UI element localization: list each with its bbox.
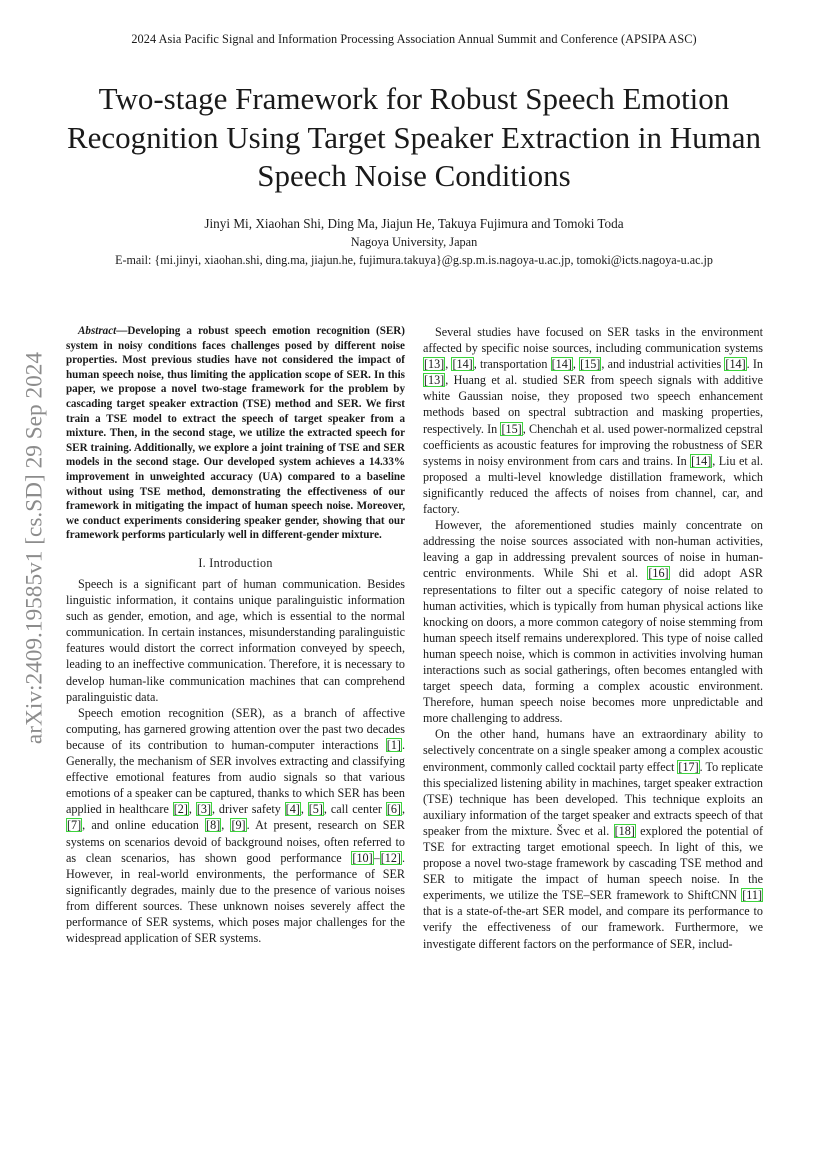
citation-link[interactable]: [14] [725, 357, 746, 372]
paragraph-text: Speech emotion recognition (SER), as a branch of affective computing, has garnered growing attention over the past two decades because of its contribution to human-computer interactions [66, 705, 405, 752]
paragraph-text: , [401, 802, 406, 817]
citation-link[interactable]: [8] [206, 818, 221, 833]
citation-link[interactable]: [14] [551, 357, 572, 372]
right-body [423, 324, 763, 952]
paragraph-text: , transportation [473, 357, 551, 372]
citation-link[interactable]: [15] [580, 357, 601, 372]
paragraph-text: . However, in real-world environments, the performance of SER significantly degrades, mainly due to the presence of various noises from different sources. These unknown noises severely affect the performance of SER systems, which poses major challenges for the widespread application of SER systems. [66, 850, 405, 946]
citation-link[interactable]: [5] [308, 802, 323, 817]
citation-link[interactable]: [13] [424, 357, 445, 372]
citation-link[interactable]: [12] [380, 850, 401, 865]
email-line: E-mail: {mi.jinyi, xiaohan.shi, ding.ma, jiajun.he, fujimura.takuya}@g.sp.m.is.nagoya-u.ac.jp, tomoki@icts.nagoya-u.ac.jp [115, 253, 713, 267]
arxiv-identifier: arXiv:2409.19585v1 [cs.SD] 29 Sep 2024 [21, 351, 48, 745]
abstract-text: —Developing a robust speech emotion recognition (SER) system in noisy conditions faces challenges posed by different noise properties. Most previous studies have not considered the impact of human speech noise, thus limiting the application scope of SER. In this paper, we propose a novel two-stage framework for the problem by cascading target speaker extraction (TSE) method and SER. We first train a TSE model to extract the speech of target speaker from a mixture. Then, in the second stage, we utilize the extracted speech for SER training. Additionally, we explore a joint training of TSE and SER models in the second stage. Our developed system achieves a 14.33% improvement in unweighted accuracy (UA) compared to a baseline without using TSE method, demonstrating the effectiveness of our framework in mitigating the impact of human speech noise. Moreover, we conduct experiments considering speaker gender, showing that our framework performs particularly well in different-gender mixture. [66, 325, 405, 542]
paragraph-text: On the other hand, humans have an extraordinary ability to selectively concentrate on a single speaker among a complex acoustic environment, commonly called cocktail party effect [423, 727, 763, 774]
citation-link[interactable]: [3] [196, 802, 211, 817]
section-heading-introduction: I. Introduction [198, 555, 273, 570]
paragraph-text: . At present, research on SER systems on scenarios devoid of background noises, often referred to as clean scenarios, has shown good performance [66, 818, 405, 865]
paragraph-text: explored the potential of TSE for extracting target emotional speech. In light of this, we propose a novel two-stage framework by cascading TSE method and SER to mitigate the impact of human speech noise. In the experiments, we utilize the TSE–SER framework to ShiftCNN [423, 823, 763, 903]
left-body [66, 576, 405, 946]
citation-link[interactable]: [13] [424, 373, 445, 388]
body-paragraph [423, 517, 763, 726]
paragraph-text: , call center [323, 802, 386, 817]
citation-link[interactable]: [6] [386, 802, 401, 817]
paragraph-text: . In [746, 357, 763, 372]
paper-title: Two-stage Framework for Robust Speech Emotion Recognition Using Target Speaker Extraction in Human Speech Noise Conditions [66, 81, 762, 193]
body-paragraph [66, 576, 405, 705]
arxiv-stamp [22, 240, 48, 856]
citation-link[interactable]: [9] [231, 818, 246, 833]
paragraph-text: that is a state-of-the-art SER model, and compare its performance to verify the effectiveness of our framework. Furthermore, we investigate different factors on the performance of SER, includ- [423, 904, 763, 951]
paragraph-text: Speech is a significant part of human communication. Besides linguistic information, it contains unique paralinguistic information such as gender, emotion, and age, which is essential to the normal communication. In certain instances, misunderstanding paralinguistic features would distort the correct information conveyed by speech, leading to an ineffective communication. Therefore, it is necessary to develop human-like communication machines that can comprehend paralinguistic data. [66, 577, 405, 704]
body-paragraph [423, 324, 763, 517]
abstract-label: Abstract [78, 325, 117, 337]
citation-link[interactable]: [4] [285, 802, 300, 817]
citation-link[interactable]: [2] [173, 802, 188, 817]
paragraph-text: – [373, 850, 380, 865]
paragraph-text: did adopt ASR representations to filter out a specific category of noise related to human activities, which is typically from human physical actions like knocking on doors, a more common category of noise stemming from human speech itself remains underexplored. This type of noise called human speech noise, which is common in activities involving human interactions such as social gatherings, often becomes entangled with target speech data, forming a complex acoustic environment. Therefore, human speech noise becomes more unpredictable and more challenging to address. [423, 566, 763, 726]
paragraph-text: , and online education [82, 818, 206, 833]
paragraph-text: , [300, 802, 308, 817]
citation-link[interactable]: [11] [742, 888, 762, 903]
paragraph-text: , driver safety [211, 802, 285, 817]
citation-link[interactable]: [17] [678, 759, 699, 774]
paragraph-text: , Chenchah et al. used power-normalized cepstral coefficients as acoustic features for improving the robustness of SER systems in noisy environment from cars and trains. In [423, 421, 763, 468]
conference-header: 2024 Asia Pacific Signal and Information Processing Association Annual Summit and Conference (APSIPA ASC) [131, 32, 697, 46]
paragraph-text: , [188, 802, 196, 817]
left-column [66, 324, 405, 946]
paragraph-text: , [572, 357, 580, 372]
citation-link[interactable]: [1] [386, 737, 401, 752]
affiliation: Nagoya University, Japan [350, 235, 478, 249]
body-paragraph [423, 726, 763, 951]
paragraph-text: . To replicate this specialized listening ability in machines, target speaker extraction (TSE) technique has been developed. This technique exploits an auxiliary information of the target speaker and extracts speech of that speaker from the mixture. Švec et al. [423, 759, 764, 838]
right-column [423, 324, 763, 952]
paragraph-text: , Huang et al. studied SER from speech signals with additive white Gaussian noise, they proposed two speech enhancement methods based on spectral subtraction and masking properties, respectively. In [423, 373, 763, 436]
paragraph-text: , and industrial activities [601, 357, 725, 372]
paragraph-text: , [445, 357, 452, 372]
paragraph-text: , Liu et al. proposed a multi-level knowledge distillation framework, which significantly reduced the affects of noises from channel, car, and factory. [423, 453, 763, 517]
paragraph-text: However, the aforementioned studies mainly concentrate on addressing the noise sources associated with non-human activities, leaving a gap in addressing prevalent sources of noise in human-centric environments. While Shi et al. [423, 518, 763, 581]
paragraph-text: . Generally, the mechanism of SER involves extracting and classifying effective emotional features from audio signals so that various emotions of a speaker can be captured, thanks to which SER has been applied in healthcare [66, 737, 405, 817]
paragraph-text: , [221, 818, 231, 833]
abstract [66, 324, 405, 543]
author-list: Jinyi Mi, Xiaohan Shi, Ding Ma, Jiajun He, Takuya Fujimura and Tomoki Toda [204, 216, 624, 231]
citation-link[interactable]: [15] [501, 421, 522, 436]
citation-link[interactable]: [10] [352, 850, 373, 865]
paragraph-text: Several studies have focused on SER tasks in the environment affected by specific noise sources, including communication systems [423, 325, 763, 356]
citation-link[interactable]: [14] [452, 357, 473, 372]
body-paragraph [66, 705, 405, 946]
citation-link[interactable]: [16] [648, 566, 669, 581]
citation-link[interactable]: [14] [691, 453, 712, 468]
citation-link[interactable]: [7] [67, 818, 82, 833]
citation-link[interactable]: [18] [614, 823, 635, 838]
